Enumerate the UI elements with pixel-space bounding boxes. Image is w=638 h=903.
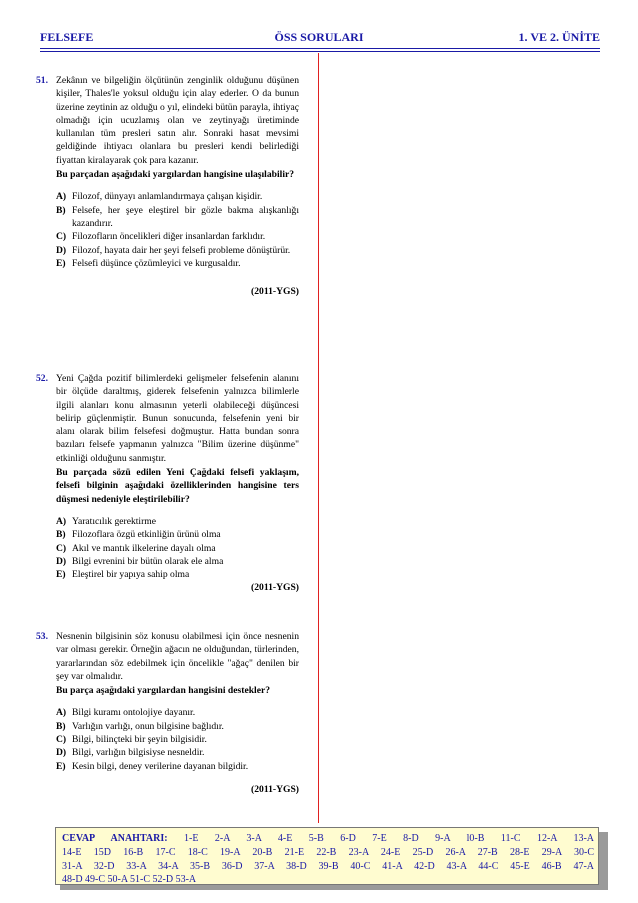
option-a[interactable] (56, 515, 299, 528)
option-text: Filozof, hayata dair her şeyi felsefi probleme dönüştürür. (72, 244, 291, 256)
answer-key-line-3: 31-A 32-D 33-A 34-A 35-B 36-D 37-A 38-D 39-B 40-C 41-A 42-D 43-A 44-C 45-E 46-B 47-A (62, 860, 594, 872)
question-prompt: Bu parça aşağıdaki yargılardan hangisini destekler? (56, 685, 271, 697)
option-c[interactable] (56, 542, 299, 555)
header-title: ÖSS SORULARI (274, 30, 364, 44)
option-letter: A) (56, 191, 67, 203)
option-letter: E) (56, 569, 66, 581)
option-letter: C) (56, 231, 67, 243)
option-text: Felsefe, her şeye eleştirel bir gözle bakma alışkanlığı kazandırır. (72, 204, 299, 229)
option-b[interactable] (56, 528, 299, 541)
options-list (56, 190, 299, 270)
answer-key-line-1 (62, 832, 594, 846)
header-rule (40, 48, 600, 49)
option-text: Bilgi evrenini bir bütün olarak ele alma (72, 555, 224, 567)
option-text: Yaratıcılık gerektirme (72, 515, 157, 527)
question-prompt: Bu parçadan aşağıdaki yargılardan hangisine ulaşılabilir? (56, 169, 295, 181)
option-text: Kesin bilgi, deney verilerine dayanan bilgidir. (72, 760, 249, 772)
option-letter: B) (56, 529, 66, 541)
question-prompt: Bu parçada sözü edilen Yeni Çağdaki felsefi yaklaşım, felsefi bilginin aşağıdaki özelliklerinden hangisine ters düşmesi nedeniyle eleştirilebilir? (56, 467, 299, 505)
option-e[interactable] (56, 568, 299, 581)
answer-key-title: CEVAP ANAHTARI: (62, 833, 168, 844)
option-d[interactable] (56, 244, 299, 257)
option-text: Filozof, dünyayı anlamlandırmaya çalışan kişidir. (72, 191, 263, 203)
question-text: Yeni Çağda pozitif bilimlerdeki gelişmeler felsefenin alanını bir ölçüde daraltmış, giderek felsefenin yalnızca bilimlerle ilgili alanları konu almasının yeterli olabileceği düşüncesi belirip güçlenmiştir. Bunun sonucunda, felsefenin yeni bir alanı olarak bilim felsefesi doğmuştur. Hatta bundan sonra bazıları felsefe yapmanın yalnızca "Bilim üzerine düşünme" etkinliği olduğunu sanmıştır. (56, 373, 299, 464)
option-b[interactable] (56, 720, 299, 733)
option-text: Filozofların öncelikleri diğer insanlardan farklıdır. (72, 231, 266, 243)
question-number: 51. (36, 75, 48, 86)
column-divider (318, 53, 319, 823)
option-e[interactable] (56, 760, 299, 773)
option-e[interactable] (56, 257, 299, 270)
question-number: 52. (36, 373, 48, 384)
option-text: Varlığın varlığı, onun bilgisine bağlıdır. (72, 720, 224, 732)
option-text: Bilgi kuramı ontolojiye dayanır. (72, 707, 196, 719)
option-c[interactable] (56, 733, 299, 746)
option-letter: D) (56, 747, 67, 759)
question-51 (36, 74, 299, 298)
option-text: Filozoflara özgü etkinliğin ürünü olma (72, 529, 221, 541)
option-letter: C) (56, 542, 67, 554)
option-letter: D) (56, 555, 67, 567)
option-letter: A) (56, 515, 67, 527)
question-source: (2011-YGS) (251, 783, 299, 795)
question-number: 53. (36, 631, 48, 642)
option-letter: B) (56, 204, 66, 216)
option-b[interactable] (56, 204, 299, 231)
answer-key (55, 827, 599, 885)
option-letter: D) (56, 244, 67, 256)
option-letter: A) (56, 707, 67, 719)
option-text: Bilgi, varlığın bilgisiyse nesneldir. (72, 747, 205, 759)
option-letter: C) (56, 734, 67, 746)
option-letter: E) (56, 257, 66, 269)
question-text: Zekânın ve bilgeliğin ölçütünün zenginlik olduğunu düşünen kişiler, Thales'le yoksul olduğu için alay ederler. O da bunun üzerine zeytinin az olduğu o yıl, elindeki bütün parayla, ihtiyaç olmadığı için ucuzlamış olan ve zeytinyağı üretiminde kullanılan tüm presleri satın alır. Sonraki hasat mevsimi geldiğinde ihtiyacı olanlara bu presleri kendi belirlediği fiyattan kiralayarak çok para kazanır. (56, 75, 299, 166)
header-unit: 1. VE 2. ÜNİTE (518, 30, 600, 44)
option-text: Felsefi düşünce çözümleyici ve kurgusaldır. (72, 257, 241, 269)
header-subject: FELSEFE (40, 30, 94, 44)
option-text: Akıl ve mantık ilkelerine dayalı olma (72, 542, 216, 554)
answer-key-line-4: 48-D 49-C 50-A 51-C 52-D 53-A (62, 874, 197, 885)
question-source: (2011-YGS) (251, 582, 299, 594)
option-c[interactable] (56, 230, 299, 243)
option-d[interactable] (56, 555, 299, 568)
header-rule (40, 51, 600, 52)
option-a[interactable] (56, 706, 299, 719)
option-a[interactable] (56, 190, 299, 203)
answer-key-line-2: 14-E 15D 16-B 17-C 18-C 19-A 20-B 21-E 22-B 23-A 24-E 25-D 26-A 27-B 28-E 29-A 30-C (62, 846, 594, 858)
options-list (56, 515, 299, 581)
option-letter: B) (56, 720, 66, 732)
answer-key-answers: 1-E 2-A 3-A 4-E 5-B 6-D 7-E 8-D 9-A l0-B 11-C 12-A 13-A (184, 833, 594, 844)
options-list (56, 706, 299, 772)
option-text: Eleştirel bir yapıya sahip olma (72, 569, 190, 581)
option-text: Bilgi, bilinçteki bir şeyin bilgisidir. (72, 734, 207, 746)
question-text: Nesnenin bilgisinin söz konusu olabilmesi için önce nesnenin var olması gerekir. Örneğin ağacın ne olduğundan, türlerinden, yararlarından söz edebilmek için öncelikle "ağaç" denilen bir şey var olmalıdır. (56, 631, 299, 682)
question-source: (2011-YGS) (251, 286, 299, 298)
question-53 (36, 630, 299, 796)
option-d[interactable] (56, 746, 299, 759)
option-letter: E) (56, 760, 66, 772)
question-52 (36, 372, 299, 595)
